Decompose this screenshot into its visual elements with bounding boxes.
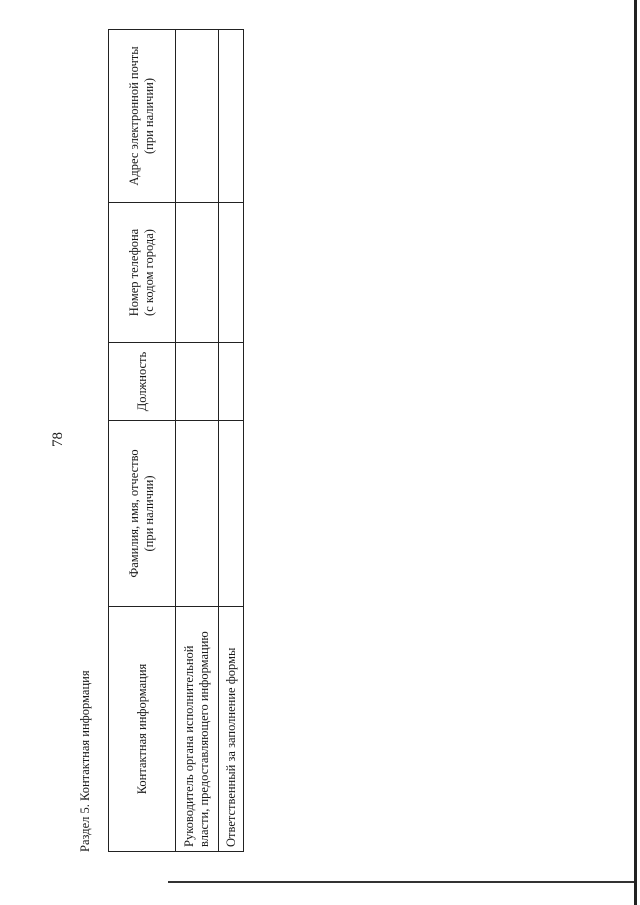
row-label-line: Ответственный за заполнение формы [223, 647, 238, 847]
header-text: Контактная информация [134, 663, 149, 795]
table-header-row [109, 30, 176, 852]
row-label-line: Руководитель органа исполнительной [182, 645, 196, 847]
cell-full-name[interactable] [176, 421, 219, 607]
row-label-head [176, 607, 219, 852]
header-subtext: (при наличии) [142, 475, 156, 552]
header-text: Должность [134, 351, 149, 412]
cell-phone[interactable] [176, 203, 219, 343]
bottom-rule [168, 881, 634, 883]
page-number [45, 426, 71, 452]
header-full-name [109, 421, 176, 607]
rotated-content [75, 30, 238, 852]
cell-email[interactable] [219, 30, 244, 203]
cell-full-name[interactable] [219, 421, 244, 607]
header-subtext: (с кодом города) [142, 229, 156, 316]
header-phone [109, 203, 176, 343]
page-number-text: 78 [49, 431, 66, 447]
table-row [219, 30, 244, 852]
cell-position[interactable] [176, 343, 219, 421]
header-email [109, 30, 176, 203]
header-subtext: (при наличии) [142, 77, 156, 155]
header-text: Адрес электронной почты [127, 46, 141, 186]
row-label-responsible [219, 607, 244, 852]
section-title: Раздел 5. Контактная информация [78, 670, 92, 852]
table-row [176, 30, 219, 852]
header-text: Номер телефона [127, 228, 141, 317]
header-contact-info [109, 607, 176, 852]
header-text: Фамилия, имя, отчество [127, 449, 141, 578]
cell-email[interactable] [176, 30, 219, 203]
header-position [109, 343, 176, 421]
cell-phone[interactable] [219, 203, 244, 343]
row-label-line: власти, предоставляющего информацию [197, 631, 211, 847]
contact-table [108, 29, 244, 852]
cell-position[interactable] [219, 343, 244, 421]
